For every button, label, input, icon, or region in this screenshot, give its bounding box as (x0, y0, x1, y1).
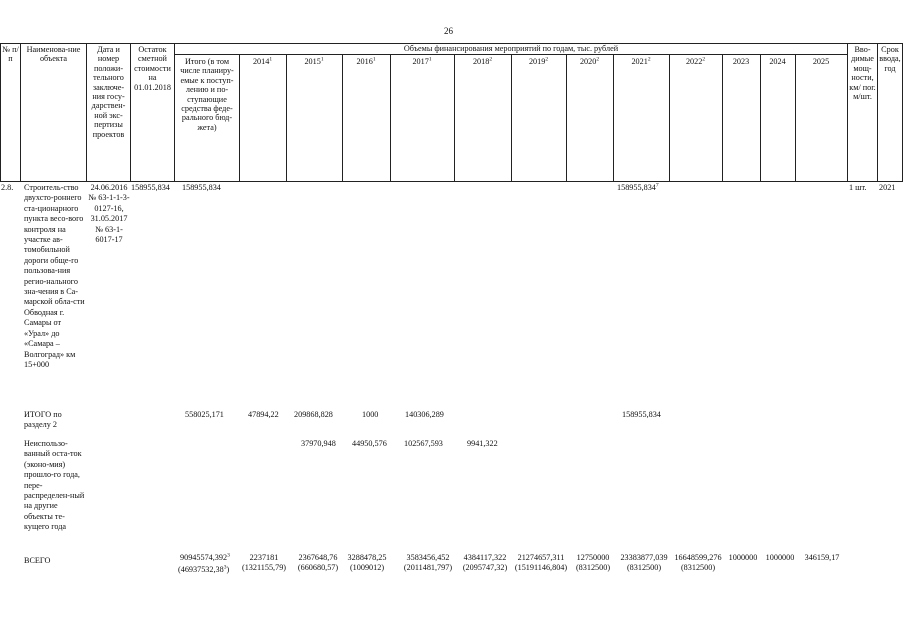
expertise-date: 24.06.2016 № 63-1-1-3-0127-16, 31.05.2017 № 63-1-6017-17 (88, 183, 130, 245)
grand-2015: 2367648,76 (660680,57) (297, 553, 339, 573)
grand-total-value: 90945574,392$^3$ (180, 552, 230, 562)
grand-2017: 3583456,452 (2011481,797) (403, 553, 453, 573)
unused-2015-value: 37970,948 (301, 439, 336, 448)
unused-2018-value: 9941,322 (467, 439, 498, 448)
grand-total-label: ВСЕГО (24, 556, 51, 565)
header-year-2024: 2024 (769, 57, 786, 66)
object-name: Строитель-ство двухсто-роннего ста-ционарного пункта весо-вого контроля на участке ав-томобильной дороги обще-го пользова-ния регио-нального зна-чения в Са-марской обла-сти Обводная г. Самары от «Урал» до «Самара – Волгоград» км 15+000 (24, 183, 85, 369)
grand-2014: 2237181 (1321155,79) (241, 553, 287, 573)
grand-2024: 1000000 (765, 553, 795, 562)
header-year-2020: 2020$^2$ (579, 56, 600, 66)
grand-2019: 21274657,311 (15191146,804) (514, 553, 568, 573)
header-year-2015: 2015$^1$ (304, 56, 324, 66)
section-2016-value: 1000 (362, 410, 379, 419)
grand-2018: 4384117,322 (2095747,32) (462, 553, 508, 573)
capacity-value: 1 шт. (849, 183, 867, 192)
header-year-2017: 2017$^1$ (412, 56, 432, 66)
header-year-2019: 2019$^2$ (528, 56, 549, 66)
unused-2017-value: 102567,593 (404, 439, 443, 448)
section-2017-value: 140306,289 (405, 410, 444, 419)
page-number: 26 (444, 26, 453, 36)
header-year-2016: 2016$^1$ (356, 56, 376, 66)
header-financing-title: Объемы финансирования мероприятий по годам, тыс. рублей (403, 44, 619, 53)
total-value: 158955,834 (182, 183, 221, 192)
header-year-2018: 2018$^2$ (472, 56, 493, 66)
section-2014-value: 47894,22 (248, 410, 279, 419)
unused-2016-value: 44950,576 (352, 439, 387, 448)
header-deadline: Срок ввода, год (879, 45, 901, 73)
grand-2021: 23383877,039 (8312500) (620, 553, 668, 573)
header-date: Дата и номер положи-тельного заключе-ния госу-дарствен-ной экс-пертизы проектов (91, 45, 126, 139)
header-year-2014: 2014$^1$ (252, 56, 273, 66)
header-year-2022: 2022$^2$ (685, 56, 706, 66)
header-no: № п/п (2, 45, 19, 64)
unused-remainder-label: Неиспользо-ванный оста-ток (эконо-мия) прошло-го года, пере-распределен-ный на другие объекты те-кущего года (24, 439, 85, 532)
grand-2016: 3288478,25 (1009012) (347, 553, 387, 573)
remainder-value: 158955,834 (131, 183, 170, 192)
section-2021-value: 158955,834 (622, 410, 661, 419)
header-year-2025: 2025 (812, 57, 830, 66)
header-year-2021: 2021$^2$ (631, 56, 651, 66)
header-remainder: Остаток сметной стоимости на 01.01.2018 (134, 45, 171, 92)
row-number: 2.8. (1, 183, 14, 192)
grand-total-federal: (46937532,38$^3$) (178, 564, 230, 574)
header-name: Наименова-ние объекта (26, 45, 81, 64)
year-2021-value: 158955,834$^7$ (617, 182, 659, 192)
header-total: Итого (в том числе планиру-емые к поступ-лению и по-ступающие средства феде-рального бюд-жета) (180, 57, 234, 132)
grand-2022: 16648599,276 (8312500) (674, 553, 722, 573)
grand-2025: 346159,17 (804, 553, 840, 562)
header-capacity: Вво-димые мощ-ности, км/ пог. м/шт. (849, 45, 876, 102)
grand-2020: 12750000 (8312500) (575, 553, 611, 573)
grand-2023: 1000000 (728, 553, 758, 562)
header-year-2023: 2023 (732, 57, 750, 66)
section-2015-value: 209868,828 (294, 410, 333, 419)
section-total-label: ИТОГО по разделу 2 (24, 410, 62, 430)
section-total-value: 558025,171 (185, 410, 224, 419)
deadline-value: 2021 (879, 183, 896, 192)
